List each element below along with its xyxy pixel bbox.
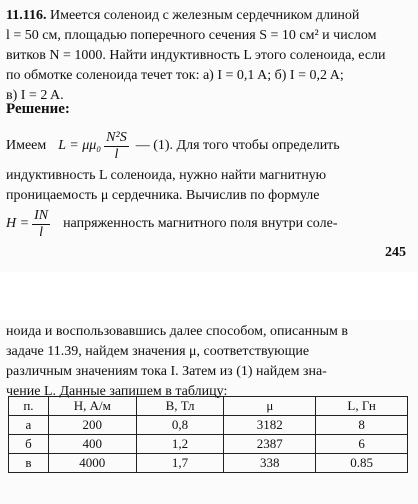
table-header: п.	[9, 397, 49, 416]
page-gap	[0, 272, 418, 320]
table-cell: 1,7	[136, 454, 224, 473]
page-number: 245	[385, 245, 406, 260]
formula-intro: Имеем	[6, 138, 47, 153]
table-cell: 0,8	[136, 416, 224, 435]
table-cell: 0.85	[316, 454, 408, 473]
h-formula-tail: напряженность магнитного поля внутри соле-	[63, 216, 338, 231]
problem-line-1: Имеется соленоид с железным сердечником длиной	[49, 8, 360, 23]
solution-line-3: проницаемость μ сердечника. Вычислив по формуле	[6, 188, 320, 203]
formula-tail: — (1). Для того чтобы определить	[135, 138, 340, 153]
solution-heading: Решение:	[6, 101, 70, 117]
problem-number: 11.116.	[6, 8, 47, 23]
continuation-line-3: различным значениям тока I. Затем из (1) найдем зна-	[6, 364, 327, 379]
problem-line-3: витков N = 1000. Найти индуктивность L этого соленоида, если	[6, 48, 386, 63]
formula-denominator: l	[114, 146, 119, 162]
table-header: B, Тл	[136, 397, 224, 416]
table-row	[9, 435, 408, 454]
data-table	[8, 396, 408, 473]
formula-fraction	[104, 130, 129, 163]
table-cell: 1,2	[136, 435, 224, 454]
formula-numerator: N²S	[106, 129, 127, 145]
table-cell: 3182	[224, 416, 316, 435]
problem-line-2: l = 50 см, площадью поперечного сечения S = 10 см² и числом	[6, 28, 377, 43]
table-cell: 6	[316, 435, 408, 454]
table-cell: 200	[48, 416, 136, 435]
formula-lhs: L = μμ₀	[58, 138, 102, 153]
table-cell: 8	[316, 416, 408, 435]
table-header: L, Гн	[316, 397, 408, 416]
table-row	[9, 416, 408, 435]
h-formula-fraction	[32, 208, 50, 241]
continuation-line-2: задаче 11.39, найдем значения μ, соответствующие	[6, 344, 310, 359]
continuation-line-1: ноида и воспользовавшись далее способом, описанным в	[6, 324, 348, 339]
table-cell: б	[9, 435, 49, 454]
table-cell: 400	[48, 435, 136, 454]
continuation-line-4: чение L. Данные запишем в таблицу:	[6, 384, 228, 399]
table-cell: 338	[224, 454, 316, 473]
h-formula-denominator: l	[39, 224, 43, 240]
problem-line-5: в) I = 2 A.	[6, 88, 64, 103]
solution-line-2: индуктивность L соленоида, нужно найти магнитную	[6, 168, 327, 183]
table-cell: 4000	[48, 454, 136, 473]
table-header: μ	[224, 397, 316, 416]
table-cell: а	[9, 416, 49, 435]
table-cell: в	[9, 454, 49, 473]
table-cell: 2387	[224, 435, 316, 454]
table-header-row	[9, 397, 408, 416]
problem-line-4: по обмотке соленоида течет ток: а) I = 0,1 A; б) I = 0,2 A;	[6, 68, 344, 83]
table-header: H, А/м	[48, 397, 136, 416]
table-row	[9, 454, 408, 473]
h-formula-lhs: H =	[6, 216, 30, 231]
h-formula-numerator: IN	[34, 207, 49, 223]
